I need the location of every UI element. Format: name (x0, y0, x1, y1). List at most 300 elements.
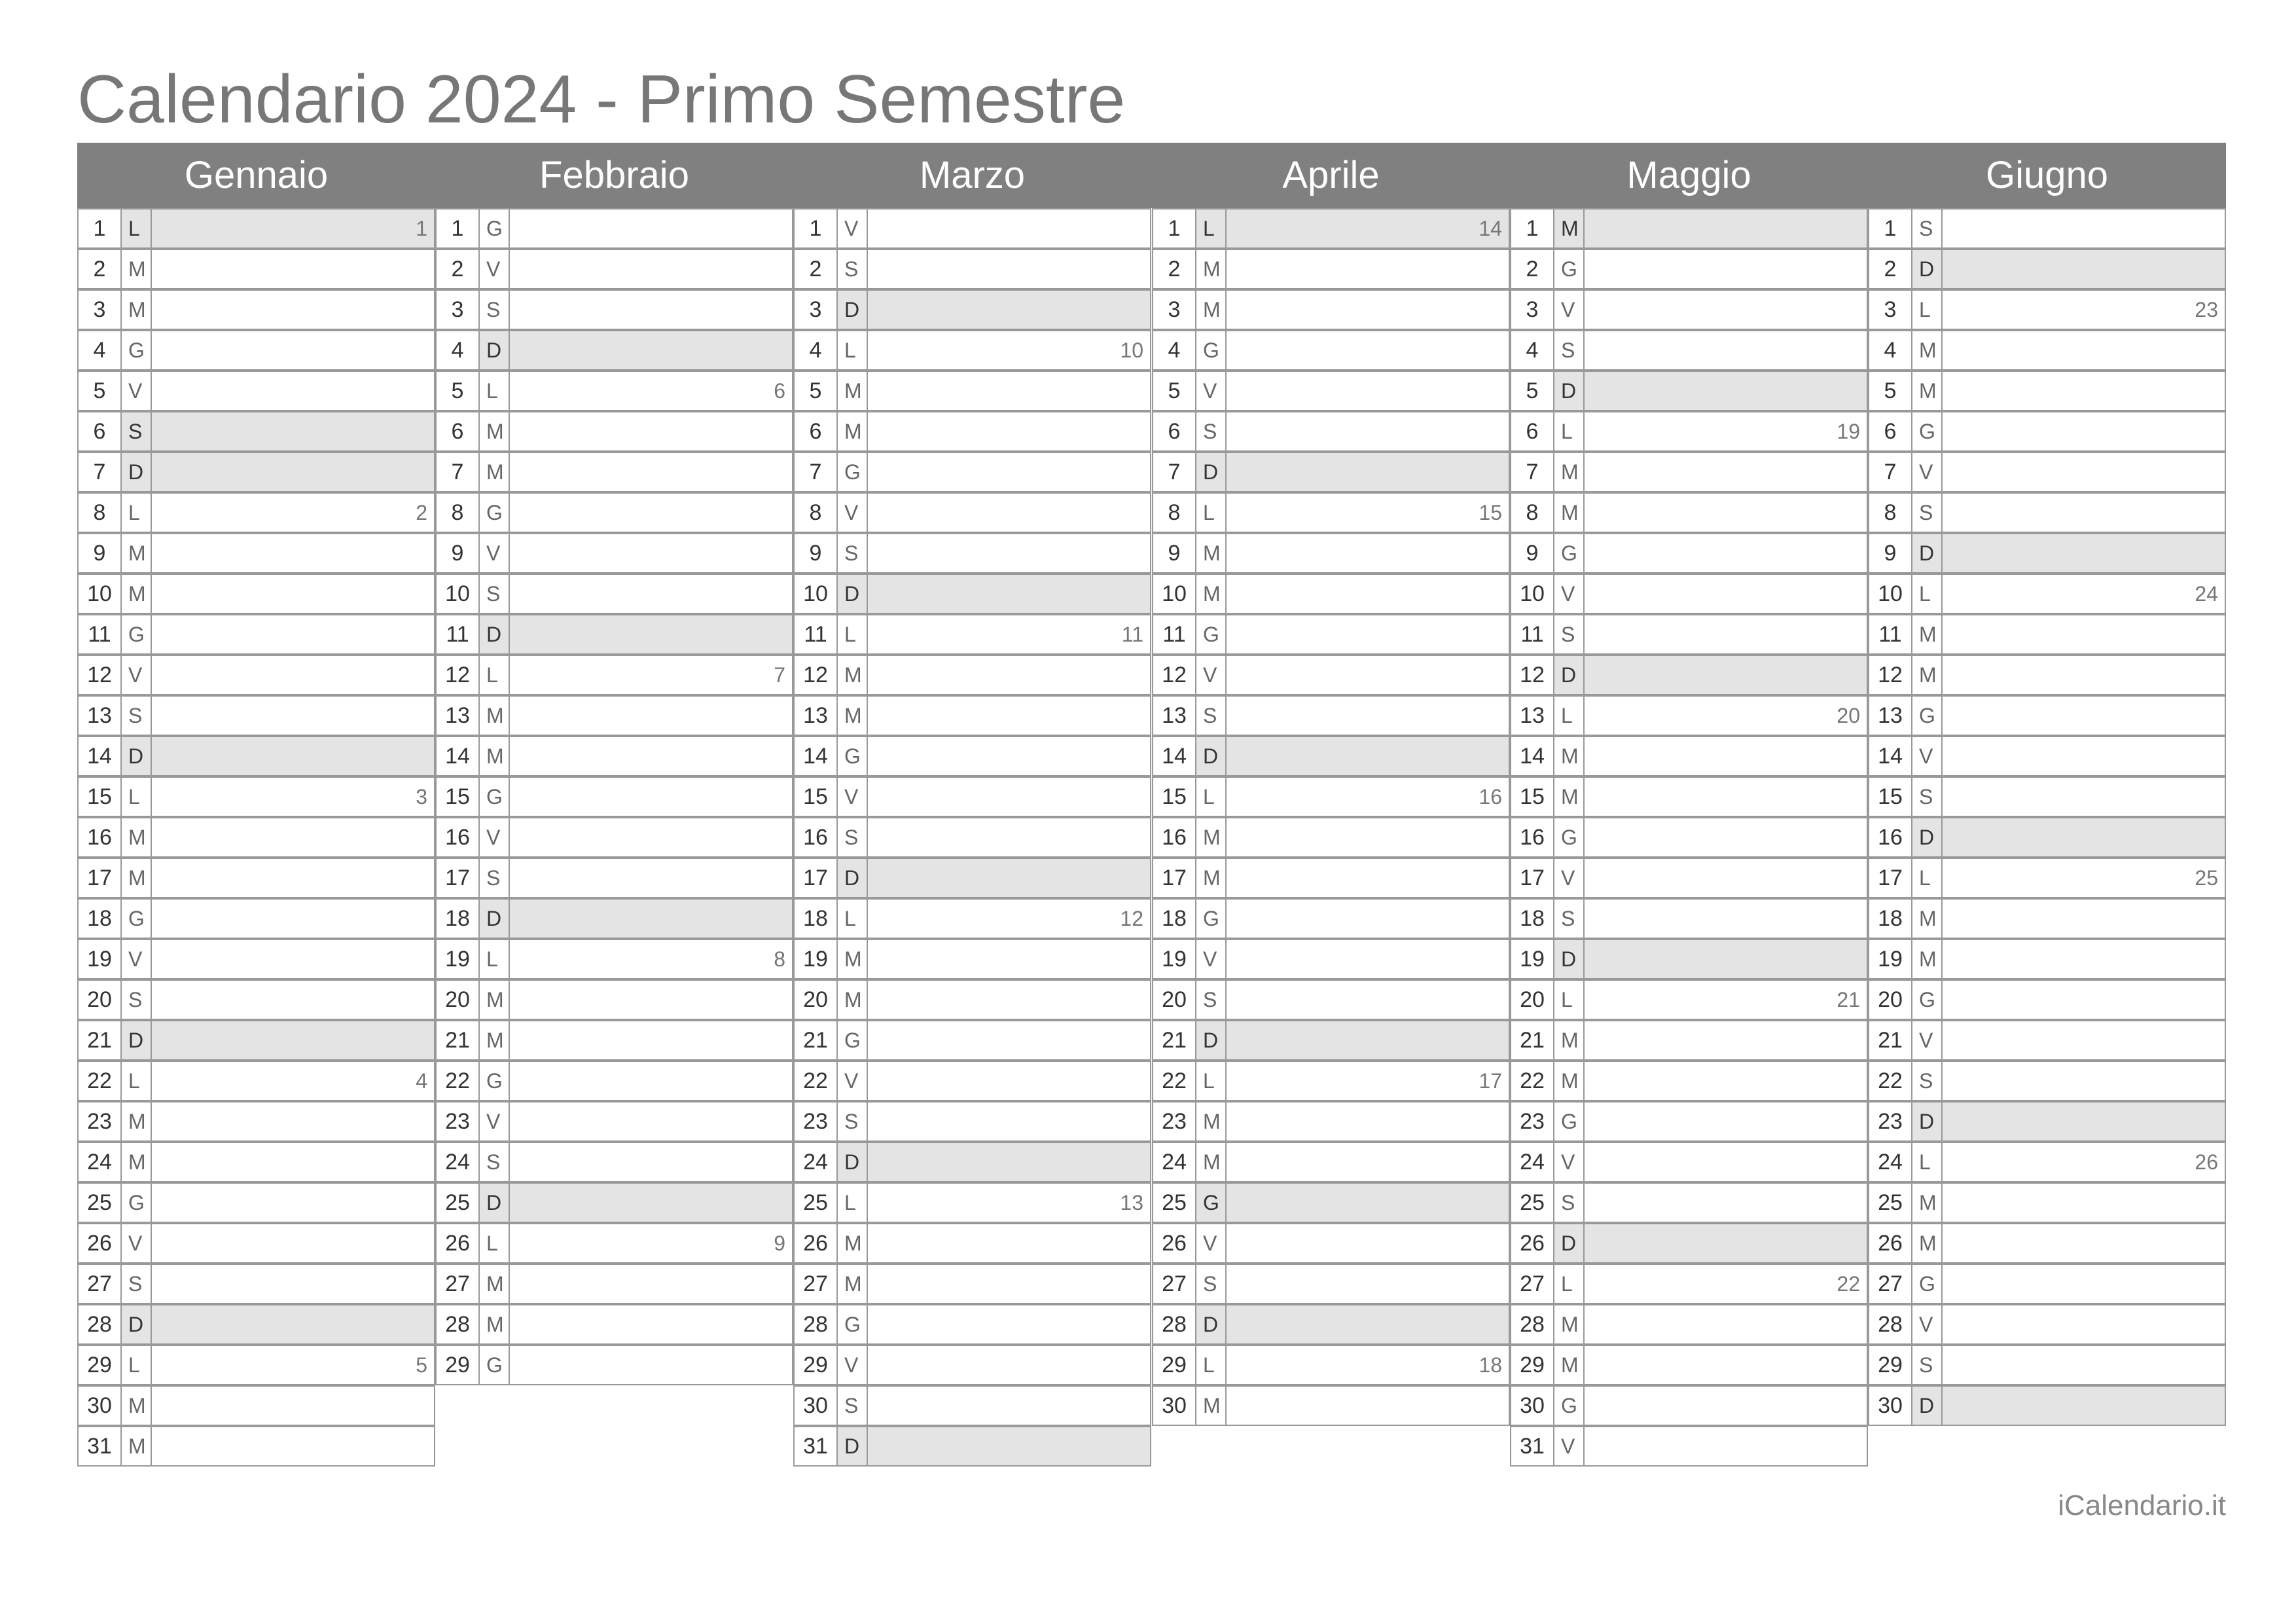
weekday-letter: D (836, 1427, 867, 1465)
week-number (1583, 1346, 1867, 1384)
week-number (151, 1184, 434, 1222)
day-row (793, 1304, 1151, 1345)
week-number (1225, 940, 1509, 978)
week-number: 5 (151, 1346, 434, 1384)
weekday-letter: V (478, 534, 509, 572)
weekday-letter: M (120, 859, 151, 897)
day-number: 14 (803, 744, 828, 769)
day-number: 19 (1162, 947, 1187, 972)
weekday-letter: M (1553, 453, 1583, 491)
weekday-letter: S (1911, 778, 1941, 816)
week-number (1941, 453, 2225, 491)
day-row (1868, 695, 2226, 736)
weekday-letter: M (1195, 859, 1225, 897)
day-row (793, 695, 1151, 736)
week-number (1225, 859, 1509, 897)
week-number (151, 453, 434, 491)
day-row (793, 1385, 1151, 1426)
weekday-letter: S (1911, 1346, 1941, 1384)
day-row (793, 533, 1151, 574)
weekday-letter: V (836, 1346, 867, 1384)
week-number (509, 981, 792, 1019)
weekday-letter: D (1911, 1103, 1941, 1140)
day-row (77, 939, 435, 979)
weekday-letter: D (120, 737, 151, 775)
day-row (435, 492, 793, 533)
day-row (1510, 736, 1868, 776)
week-number (151, 250, 434, 288)
day-number: 21 (87, 1028, 112, 1053)
weekday-letter: M (1195, 291, 1225, 329)
day-row (1510, 695, 1868, 736)
day-row (793, 858, 1151, 898)
day-number: 13 (1878, 703, 1903, 728)
week-number (867, 778, 1150, 816)
day-number: 27 (1520, 1271, 1545, 1296)
day-row (1152, 330, 1510, 371)
day-number: 24 (445, 1150, 470, 1175)
week-number (151, 940, 434, 978)
day-row (793, 289, 1151, 330)
day-row (1152, 208, 1510, 249)
weekday-letter: V (120, 1224, 151, 1262)
day-row (793, 249, 1151, 289)
week-number (509, 1143, 792, 1181)
week-number (151, 981, 434, 1019)
day-number: 6 (1168, 419, 1181, 444)
week-number (867, 1305, 1150, 1343)
week-number (867, 575, 1150, 613)
week-number (509, 1265, 792, 1303)
day-number: 16 (803, 825, 828, 850)
day-number: 13 (803, 703, 828, 728)
day-number: 1 (809, 216, 822, 241)
week-number (867, 1346, 1150, 1384)
day-row (793, 574, 1151, 614)
weekday-letter: L (1911, 575, 1941, 613)
day-number: 2 (1168, 257, 1181, 282)
day-number: 23 (87, 1109, 112, 1134)
day-number: 30 (87, 1393, 112, 1418)
day-row (1868, 1142, 2226, 1182)
day-number: 13 (87, 703, 112, 728)
day-number: 27 (87, 1271, 112, 1296)
week-number: 24 (1941, 575, 2225, 613)
day-number: 3 (1884, 297, 1897, 322)
week-number (151, 1143, 434, 1181)
day-row (793, 1264, 1151, 1304)
week-number (1583, 1427, 1867, 1465)
week-number (1583, 1184, 1867, 1222)
day-number: 5 (93, 378, 106, 403)
week-number (509, 859, 792, 897)
day-number: 2 (1884, 257, 1897, 282)
day-number: 1 (93, 216, 106, 241)
month-column (793, 208, 1151, 1459)
day-row (793, 817, 1151, 858)
week-number: 2 (151, 494, 434, 532)
weekday-letter: M (1553, 210, 1583, 247)
week-number (509, 737, 792, 775)
week-number: 12 (867, 900, 1150, 938)
week-number (1225, 575, 1509, 613)
week-number (1225, 1021, 1509, 1059)
day-row (1868, 858, 2226, 898)
weekday-letter: M (120, 1143, 151, 1181)
day-row (435, 1304, 793, 1345)
day-row (1510, 1304, 1868, 1345)
weekday-letter: G (1195, 615, 1225, 653)
week-number (1225, 615, 1509, 653)
day-row (1152, 736, 1510, 776)
weekday-letter: M (120, 534, 151, 572)
day-number: 31 (803, 1434, 828, 1459)
weekday-letter: D (1195, 1021, 1225, 1059)
day-number: 21 (1520, 1028, 1545, 1053)
day-number: 22 (1162, 1068, 1187, 1093)
weekday-letter: M (836, 981, 867, 1019)
week-number: 17 (1225, 1062, 1509, 1100)
weekday-letter: G (478, 494, 509, 532)
day-row (435, 736, 793, 776)
day-row (77, 289, 435, 330)
weekday-letter: M (1553, 778, 1583, 816)
day-row (77, 695, 435, 736)
week-number (151, 737, 434, 775)
day-number: 17 (803, 866, 828, 890)
week-number (1941, 656, 2225, 694)
month-name: Maggio (1626, 154, 1751, 196)
day-number: 29 (1520, 1353, 1545, 1377)
week-number (1225, 250, 1509, 288)
weekday-letter: M (1195, 1103, 1225, 1140)
day-number: 18 (1878, 906, 1903, 931)
day-row (1868, 979, 2226, 1020)
weekday-letter: M (1195, 1143, 1225, 1181)
weekday-letter: S (1195, 697, 1225, 735)
weekday-letter: M (1195, 1387, 1225, 1425)
day-row (77, 1385, 435, 1426)
week-number (151, 412, 434, 450)
day-row (435, 1142, 793, 1182)
week-number: 6 (509, 372, 792, 410)
day-number: 26 (87, 1231, 112, 1256)
day-row (435, 411, 793, 452)
day-number: 29 (1162, 1353, 1187, 1377)
week-number: 14 (1225, 210, 1509, 247)
day-number: 2 (809, 257, 822, 282)
week-number: 19 (1583, 412, 1867, 450)
day-number: 27 (1878, 1271, 1903, 1296)
day-number: 4 (809, 338, 822, 363)
week-number (1583, 1224, 1867, 1262)
month-name: Marzo (919, 154, 1026, 196)
week-number: 18 (1225, 1346, 1509, 1384)
day-number: 28 (445, 1312, 470, 1337)
day-number: 27 (445, 1271, 470, 1296)
day-number: 22 (803, 1068, 828, 1093)
weekday-letter: M (478, 697, 509, 735)
day-row (793, 1061, 1151, 1101)
week-number (1583, 1305, 1867, 1343)
day-row (793, 979, 1151, 1020)
day-row (77, 249, 435, 289)
day-number: 22 (1878, 1068, 1903, 1093)
day-number: 7 (93, 460, 106, 484)
day-number: 16 (1162, 825, 1187, 850)
week-number (867, 494, 1150, 532)
weekday-letter: L (1553, 412, 1583, 450)
day-row (1152, 1385, 1510, 1426)
week-number (151, 1265, 434, 1303)
weekday-letter: L (1195, 778, 1225, 816)
week-number (1225, 1305, 1509, 1343)
week-number (509, 210, 792, 247)
day-row (435, 614, 793, 655)
weekday-letter: S (1195, 412, 1225, 450)
day-number: 19 (1878, 947, 1903, 972)
day-row (1510, 1385, 1868, 1426)
weekday-letter: D (1195, 1305, 1225, 1343)
day-number: 5 (1526, 378, 1539, 403)
day-number: 29 (445, 1353, 470, 1377)
weekday-letter: M (836, 940, 867, 978)
weekday-letter: D (1553, 372, 1583, 410)
day-row (435, 330, 793, 371)
weekday-letter: D (1911, 1387, 1941, 1425)
week-number (867, 1427, 1150, 1465)
weekday-letter: S (478, 859, 509, 897)
week-number (1583, 737, 1867, 775)
day-number: 18 (445, 906, 470, 931)
weekday-letter: D (478, 331, 509, 369)
day-number: 30 (1520, 1393, 1545, 1418)
day-row (77, 371, 435, 411)
day-row (77, 533, 435, 574)
week-number (867, 250, 1150, 288)
week-number (151, 1427, 434, 1465)
day-number: 2 (451, 257, 464, 282)
week-number (1225, 1103, 1509, 1140)
day-row (77, 574, 435, 614)
day-row (435, 898, 793, 939)
day-number: 10 (1162, 581, 1187, 606)
weekday-letter: V (120, 940, 151, 978)
day-number: 13 (445, 703, 470, 728)
weekday-letter: G (120, 1184, 151, 1222)
day-row (1152, 289, 1510, 330)
week-number (1941, 494, 2225, 532)
week-number (1583, 940, 1867, 978)
weekday-letter: L (1553, 981, 1583, 1019)
day-number: 10 (803, 581, 828, 606)
day-row (793, 371, 1151, 411)
weekday-letter: M (478, 453, 509, 491)
week-number: 7 (509, 656, 792, 694)
day-row (77, 208, 435, 249)
day-row (1152, 614, 1510, 655)
day-row (1152, 858, 1510, 898)
week-number (1941, 615, 2225, 653)
day-row (77, 1182, 435, 1223)
day-number: 23 (1162, 1109, 1187, 1134)
weekday-letter: L (836, 331, 867, 369)
month-name: Aprile (1282, 154, 1380, 196)
week-number (1583, 900, 1867, 938)
day-row (1152, 1101, 1510, 1142)
week-number (1941, 250, 2225, 288)
week-number (1225, 1143, 1509, 1181)
weekday-letter: V (120, 372, 151, 410)
day-number: 28 (803, 1312, 828, 1337)
weekday-letter: S (1195, 1265, 1225, 1303)
day-row (793, 411, 1151, 452)
weekday-letter: D (1553, 1224, 1583, 1262)
week-number (867, 291, 1150, 329)
day-number: 17 (87, 866, 112, 890)
day-number: 19 (1520, 947, 1545, 972)
week-number (151, 1387, 434, 1425)
weekday-letter: G (1553, 534, 1583, 572)
day-row (77, 655, 435, 695)
day-row (1510, 614, 1868, 655)
weekday-letter: D (120, 453, 151, 491)
week-number (1941, 331, 2225, 369)
weekday-letter: G (1553, 818, 1583, 856)
day-row (793, 776, 1151, 817)
week-number (1941, 981, 2225, 1019)
weekday-letter: G (1911, 981, 1941, 1019)
weekday-letter: G (1553, 1103, 1583, 1140)
week-number (1583, 656, 1867, 694)
day-number: 14 (1878, 744, 1903, 769)
day-row (77, 776, 435, 817)
day-row (1152, 695, 1510, 736)
weekday-letter: V (120, 656, 151, 694)
week-number (1225, 1387, 1509, 1425)
weekday-letter: M (836, 412, 867, 450)
week-number (1583, 1387, 1867, 1425)
weekday-letter: S (1195, 981, 1225, 1019)
weekday-letter: S (478, 1143, 509, 1181)
day-row (793, 208, 1151, 249)
day-number: 25 (1162, 1190, 1187, 1215)
day-number: 9 (1884, 541, 1897, 566)
weekday-letter: V (1553, 575, 1583, 613)
weekday-letter: S (120, 697, 151, 735)
week-number (1941, 372, 2225, 410)
weekday-letter: L (836, 1184, 867, 1222)
day-number: 10 (1878, 581, 1903, 606)
weekday-letter: M (120, 291, 151, 329)
weekday-letter: V (836, 1062, 867, 1100)
day-row (435, 655, 793, 695)
day-number: 5 (1168, 378, 1181, 403)
weekday-letter: M (1911, 1224, 1941, 1262)
day-row (1510, 452, 1868, 492)
day-row (435, 817, 793, 858)
week-number (867, 818, 1150, 856)
day-row (77, 1264, 435, 1304)
weekday-letter: D (1911, 818, 1941, 856)
day-number: 11 (804, 622, 827, 647)
weekday-letter: V (478, 818, 509, 856)
week-number (151, 1224, 434, 1262)
weekday-letter: M (1911, 656, 1941, 694)
day-row (793, 330, 1151, 371)
page-title: Calendario 2024 - Primo Semestre (77, 62, 1126, 137)
weekday-letter: G (120, 615, 151, 653)
week-number (1225, 331, 1509, 369)
weekday-letter: V (1195, 940, 1225, 978)
day-number: 9 (451, 541, 464, 566)
weekday-letter: V (1911, 1021, 1941, 1059)
day-number: 7 (451, 460, 464, 484)
day-number: 3 (93, 297, 106, 322)
day-number: 3 (1526, 297, 1539, 322)
week-number (867, 412, 1150, 450)
weekday-letter: S (1911, 210, 1941, 247)
day-row (1868, 411, 2226, 452)
week-number (509, 331, 792, 369)
week-number (1225, 900, 1509, 938)
weekday-letter: M (1195, 534, 1225, 572)
day-number: 17 (1878, 866, 1903, 890)
week-number (1225, 372, 1509, 410)
day-row (793, 1223, 1151, 1264)
day-number: 8 (809, 500, 822, 525)
day-number: 3 (1168, 297, 1181, 322)
day-number: 20 (87, 987, 112, 1012)
weekday-letter: L (478, 940, 509, 978)
weekday-letter: D (1911, 534, 1941, 572)
week-number (151, 818, 434, 856)
weekday-letter: L (1195, 494, 1225, 532)
day-number: 19 (87, 947, 112, 972)
day-number: 20 (1520, 987, 1545, 1012)
day-number: 30 (1878, 1393, 1903, 1418)
week-number (1583, 210, 1867, 247)
weekday-letter: L (478, 656, 509, 694)
day-number: 8 (93, 500, 106, 525)
day-number: 7 (1526, 460, 1539, 484)
weekday-letter: M (1553, 737, 1583, 775)
week-number (1583, 1143, 1867, 1181)
week-number: 22 (1583, 1265, 1867, 1303)
week-number (867, 1387, 1150, 1425)
day-row (1510, 858, 1868, 898)
day-row (1510, 898, 1868, 939)
week-number (509, 453, 792, 491)
weekday-letter: M (478, 737, 509, 775)
week-number (1583, 372, 1867, 410)
day-number: 21 (1162, 1028, 1187, 1053)
day-number: 23 (1878, 1109, 1903, 1134)
week-number (1225, 818, 1509, 856)
week-number (1583, 859, 1867, 897)
day-row (1868, 492, 2226, 533)
day-number: 25 (1520, 1190, 1545, 1215)
week-number (1583, 778, 1867, 816)
day-number: 25 (803, 1190, 828, 1215)
day-row (793, 1142, 1151, 1182)
weekday-letter: L (478, 1224, 509, 1262)
day-row (1868, 1061, 2226, 1101)
day-row (793, 1182, 1151, 1223)
week-number (151, 1021, 434, 1059)
day-row (435, 1182, 793, 1223)
day-number: 6 (1526, 419, 1539, 444)
